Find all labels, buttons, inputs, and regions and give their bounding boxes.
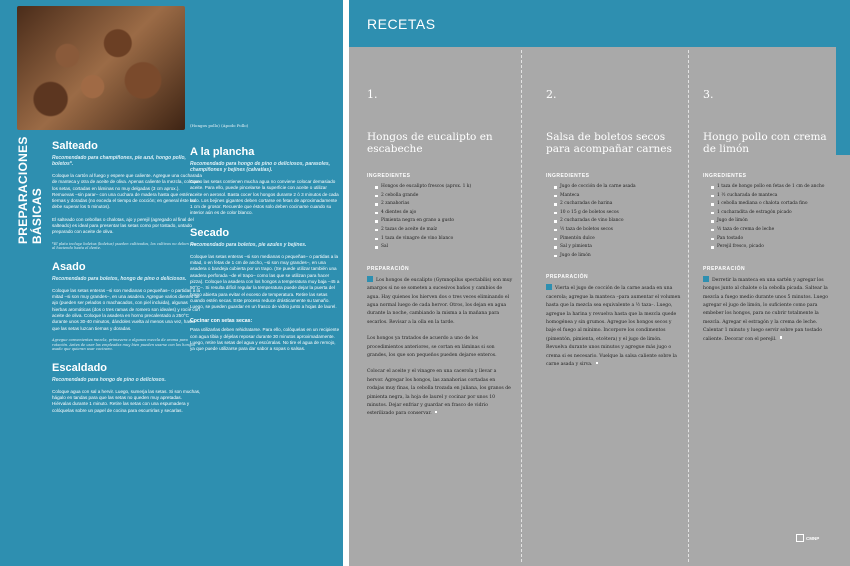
preparation-paragraph — [367, 276, 513, 327]
photo-caption: (Hongos pollo) (Apodo Pollo) — [190, 123, 249, 128]
preparation-paragraph — [367, 368, 513, 418]
ingredient-item: 2 cebolla grande — [375, 192, 513, 201]
column-divider — [521, 50, 522, 562]
recipe-3 — [703, 88, 835, 352]
ingredient-item: Pimienta negra en grano a gusto — [375, 217, 513, 226]
ingredient-item: 1 taza de hongo pollo en fetas de 1 cm de ancho — [711, 183, 835, 192]
preparation-label: PREPARACIÓN — [546, 274, 589, 281]
end-mark-icon — [780, 336, 783, 339]
ingredients-label: INGREDIENTES — [703, 173, 747, 179]
ingredient-item: Hongos de eucalipto frescos (aprox. 1 k) — [375, 183, 513, 192]
ingredients-label: INGREDIENTES — [546, 173, 590, 179]
secado-body-2: Para utilizarlas deben rehidratarse. Para ello, colóquelas en un recipiente con agua tibia y déjelas reposar durante 30 minutos aproximadamente. Luego, retire las setas del agua y escúrralas. No tire el agua de remojo, ya que puede utilizarse para dar sabor a sopas o salsas. — [190, 327, 340, 352]
preparation-text: Los hongos de eucalipto (Gymnopilus spectabilis) son muy amargos si no se someten a sucesivos baños y cambios de agua. Hay quienes los hierven dos o tres veces eliminando el agua normal luego de cada hervor. Otros, los dejan en agua durante la noche, cambiando la misma a la mañana para secarlos. Revisar a la olla en la tarde. — [367, 277, 513, 325]
secado-title: Secado — [190, 226, 230, 239]
page-title: RECETAS — [367, 16, 436, 32]
ingredient-item: Jugo de limón — [554, 252, 682, 261]
ingredient-item: 1 taza de vinagre de vino blanco — [375, 235, 513, 244]
recipe-1 — [367, 88, 513, 427]
ingredient-item: 2 tazas de aceite de maíz — [375, 226, 513, 235]
recipe-title: Hongo pollo con crema de limón — [703, 131, 827, 155]
publisher-logo — [796, 534, 819, 542]
ingredient-item: 1 cucharadita de estragón picado — [711, 209, 835, 218]
ingredient-item: 1 cebolla mediana o chalota cortada fino — [711, 200, 835, 209]
asado-body: Coloque las setas enteras –si son medianas o pequeñas– o partidas a la mitad –si son muy grandes–, en una asadera. Agregue varios dientes de ajo (pueden ser pelados o machacados, con piel incluida), algunas hierbas aromáticas (dos o tres ramas de romero son ideales) y rocíe con aceite de oliva. Coloque la asadera en horno precalentado a 250°C durante unos 30-40 minutos, dándoles vuelta al menos una vez, hasta que las setas luzcan tiernas y doradas. — [52, 287, 201, 331]
secado-subhead: Cocinar con setas secas: — [190, 318, 253, 325]
ingredients-list — [375, 183, 513, 252]
ingredient-item: 4 dientes de ajo — [375, 209, 513, 218]
salteado-title: Salteado — [52, 140, 98, 152]
vertical-section-title: PREPARACIONES BÁSICAS — [16, 136, 44, 244]
ingredient-item: 1 ½ cucharada de manteca — [711, 192, 835, 201]
left-page — [0, 0, 343, 566]
bullet-square-icon — [367, 276, 373, 282]
ingredient-item: Jugo de limón — [711, 217, 835, 226]
ingredient-item: ½ taza de boletos secos — [554, 226, 682, 235]
recipe-number: 1. — [367, 88, 378, 101]
preparation-text: Vierta el jugo de cocción de la carne asada en una cacerola; agregue la manteca –para aumentar el volumen hasta que la mezcla sea equivalente a ½ taza–. Luego, agregue la harina y revuelva hasta que la mezcla quede homogénea y sin grumos. Agregue los hongos secos y baje el fuego al mínimo. Incorpore los condimentos (pimentón, pimienta, etcétera) y el jugo de limón. Revuelva durante unos minutos y agregue más jugo o crema si es necesario. Vuelque la salsa caliente sobre la carne asada y sirva. — [546, 286, 681, 367]
left-column-2 — [190, 140, 340, 359]
bullet-square-icon — [703, 276, 709, 282]
ingredient-item: 2 cucharadas de vino blanco — [554, 217, 682, 226]
preparation-paragraph — [546, 284, 682, 369]
ingredient-item: 10 o 15 g de boletos secos — [554, 209, 682, 218]
preparation-text: Colocar el aceite y el vinagre en una cacerola y llevar a hervor. Agregar los hongos, las zanahorias cortadas en rodajas muy finas, la cebolla trozada en juliana, los granos de pimienta negra, la hoja de laurel y cocinar por unos 10 minutos. Dejar enfriar y guardar en frasco de vidrio esterilizado para conservar. — [367, 369, 511, 417]
ingredient-item: Perejil fresco, picado — [711, 243, 835, 252]
ingredient-item: Sal y pimienta — [554, 243, 682, 252]
plancha-subtitle: Recomendado para hongo de pino o deliciosos, parasoles, champiñones y bejines (calvatias). — [190, 161, 331, 173]
right-page — [349, 0, 850, 566]
left-column-1 — [52, 140, 202, 420]
plancha-title: A la plancha — [190, 146, 255, 158]
end-mark-icon — [596, 362, 599, 365]
ingredient-item: Jugo de cocción de la carne asada — [554, 183, 682, 192]
mushroom-photo — [17, 6, 185, 130]
ingredient-item: Manteca — [554, 192, 682, 201]
ingredient-item: Sal — [375, 243, 513, 252]
logo-icon — [796, 534, 804, 542]
escaldado-subtitle: Recomendado para hongo de pino o deliciosos. — [52, 376, 166, 383]
recipe-title: Salsa de boletos secos para acompañar carnes — [546, 131, 672, 155]
asado-title: Asado — [52, 260, 86, 273]
recipe-2 — [546, 88, 682, 377]
secado-body-1: Coloque las setas enteras –si son medianas o pequeñas– o partidas a la mitad, o en fetas de 1 cm de ancho, –si son muy grandes–, en una asadera o bandeja cubierta por un trapo. (Se puede utilizar también una asadera perforada –de el trapo– como las que se utilizan para hacer pizza). Coloque la asadera con los hongos a temperatura muy baja –45 a 50°C–. Si resulta difícil regular la temperatura puede dejar la puerta del horno abierta para evitar el exceso de temperatura. Retire las setas cuando estén secas. Este proceso reduce drásticamente su tamaño. Luego, se pueden guardar en un frasco de vidrio junto a hojas de laurel. — [190, 253, 340, 310]
asado-note: Agregue convenientes mezcla, primavera o algunos mezcla de aroma para rotación. Antes de usar las empleadas muy bien pueden usarse con los hongos asado que quieran usar cocinaro. — [52, 337, 196, 352]
ingredient-item: Pimentón dulce — [554, 235, 682, 244]
ingredients-label: INGREDIENTES — [367, 173, 411, 179]
preparation-paragraph — [703, 276, 835, 344]
recipe-number: 2. — [546, 88, 557, 101]
preparation-text: Derretir la manteca en una sartén y agregar los hongos junto al chalote o la cebolla picada. Saltear la mezcla a fuego medio durante unos 5 minutos. Luego agregar el jugo de limón, lo suficiente como para embeber los hongos, para no cubrir totalmente la mezcla. Agregar el estragón y la crema de leche. Calentar 1 minuto y luego servir sobre pan tostado caliente. Decorar con el perejil. — [703, 277, 828, 342]
ingredient-item: 2 cucharadas de harina — [554, 200, 682, 209]
ingredient-item: 2 zanahorias — [375, 200, 513, 209]
logo-text: CMNP — [806, 536, 820, 541]
end-mark-icon — [435, 411, 438, 414]
plancha-body: Como las setas contienen mucha agua no conviene colocar demasiado aceite. Para ello, puede pincelarse la superficie con aceite o utilizar aceite en aerosol. Basta cocer los hongos durante 2 ó 3 minutos de cada lado. Los bejines gigantes deben cortarse en fetas de aproximadamente 1 cm de grosor. Recuerde que éstos solo deben cocinarse cuando su interior aún es de color blanco. — [190, 179, 339, 216]
salteado-note: *El plato incluye boletus (boletus) pueden cultivados, los cultivos no deben usar al haciendo hasta el dente. — [52, 241, 199, 251]
salteado-body-2: El salteado con cebollas o chalotas, ajo y perejil (agregado al final del salteado) es ideal para presentar las setas como por tostado, untado preparado con aceite de oliva. — [52, 216, 194, 235]
escaldado-body: Coloque agua con sal a hervir. Luego, sumerja las setas. Si son muchas, hágalo en tandas para que las setas no queden muy apretadas. Hiérvalas durante 1 minuto. Retire las setas con una espumadera y colóquelas sobre un papel de cocina para escurrirlas y secarlas. — [52, 388, 201, 413]
asado-subtitle: Recomendado para boletos, hongo de pino o deliciosos. — [52, 275, 187, 282]
recipe-title: Hongos de eucalipto en escabeche — [367, 131, 493, 155]
bullet-square-icon — [546, 284, 552, 290]
column-divider — [688, 50, 689, 562]
ingredient-item: Pan tostado — [711, 235, 835, 244]
escaldado-title: Escaldado — [52, 361, 108, 374]
salteado-body-1: Coloque la cartón al fuego y espere que caliente. Agregue una cucharada de manteca y otra de aceite de oliva. Apenas caliente la mezcla, coloque los setas, cortadas en láminas no muy delgadas (3 cm aprox.). Remuevas –sin parar– con una cuchara de madera hasta que estén tiernas y doradas (no exceda el tiempo de cocción; en general éste no debe superar los 5 minutos). — [52, 173, 202, 210]
ingredient-item: ½ taza de crema de leche — [711, 226, 835, 235]
recipe-number: 3. — [703, 88, 714, 101]
header-bar-tab — [836, 47, 850, 155]
salteado-subtitle: Recomendado para champiñones, pie azul, hongo pollo, boletos*. — [52, 155, 186, 167]
preparation-paragraph: Los hongos ya tratados de acuerdo a uno de los procedimientos anteriores, se cortan en láminas si son grandes, los que son pequeños pueden dejarse enteros. — [367, 336, 497, 358]
preparation-label: PREPARACIÓN — [367, 265, 410, 272]
ingredients-list — [554, 183, 682, 260]
secado-subtitle: Recomendado para boletos, pie azules y bejines. — [190, 241, 307, 248]
ingredients-list — [711, 183, 835, 252]
preparation-label: PREPARACIÓN — [703, 265, 746, 272]
